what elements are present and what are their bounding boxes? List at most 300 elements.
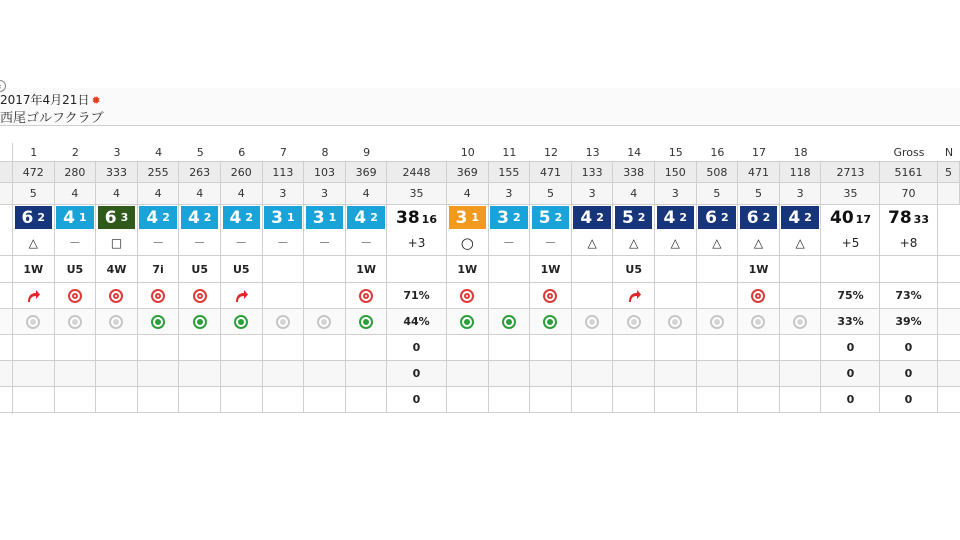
stat-cell <box>697 335 739 360</box>
hole-number: 1 <box>30 145 38 159</box>
gir-cell <box>138 309 180 334</box>
tee-club <box>655 256 697 282</box>
yardage-cell: 118 <box>780 162 822 182</box>
gir-cell <box>613 309 655 334</box>
green-in-regulation-row <box>0 309 960 335</box>
target-icon <box>109 289 123 303</box>
stat-cell <box>96 387 138 412</box>
stat-cell: 0 <box>880 387 938 412</box>
strokes: 6 <box>705 207 717 228</box>
stat-cell <box>530 361 572 386</box>
yardage-cell: 471 <box>530 162 572 182</box>
par-cell: 5 <box>13 183 55 204</box>
yardage-cell: 2713 <box>822 162 880 182</box>
score-badge <box>98 206 136 229</box>
par-cell: 4 <box>96 183 138 204</box>
score-badge <box>139 206 177 229</box>
green-miss-icon <box>276 315 290 329</box>
stat-cell: 0 <box>822 335 880 360</box>
score-cell[interactable] <box>13 205 55 230</box>
stat-cell <box>221 387 263 412</box>
gir-cell <box>304 309 346 334</box>
stat-cell <box>55 335 97 360</box>
result-mark: △ <box>572 230 614 255</box>
result-mark: △ <box>613 230 655 255</box>
tee-club: U5 <box>221 256 263 282</box>
gir-cell <box>263 309 305 334</box>
fairway-cell <box>780 283 822 308</box>
hole-number <box>387 143 447 161</box>
stat-row-3 <box>0 387 960 413</box>
putts: 2 <box>804 211 812 224</box>
stat-cell: 0 <box>387 361 447 386</box>
score-cell[interactable] <box>780 205 822 230</box>
hole-number: 6 <box>238 145 246 159</box>
stat-cell <box>179 361 221 386</box>
fairway-cell <box>263 283 305 308</box>
putts: 2 <box>762 211 771 224</box>
score-badge <box>181 206 219 229</box>
target-icon <box>359 289 373 303</box>
hole-number <box>822 143 880 161</box>
putts: 2 <box>554 211 563 224</box>
score-cell[interactable] <box>613 205 655 230</box>
strokes: 6 <box>104 207 117 228</box>
score-cell[interactable] <box>263 205 305 230</box>
gir-cell <box>346 309 388 334</box>
club-row <box>0 256 960 283</box>
par-cell: 4 <box>221 183 263 204</box>
yardage-cell: 5 <box>938 162 960 182</box>
stat-cell <box>780 387 822 412</box>
result-mark: △ <box>780 230 822 255</box>
stat-cell <box>447 361 489 386</box>
tee-club <box>489 256 531 282</box>
hole-number: 4 <box>155 145 163 159</box>
gir-cell <box>655 309 697 334</box>
par-cell: 3 <box>572 183 614 204</box>
stat-cell <box>572 335 614 360</box>
green-miss-icon <box>317 315 331 329</box>
stat-cell <box>613 387 655 412</box>
par-cell: 35 <box>822 183 880 204</box>
strokes: 4 <box>354 207 367 228</box>
green-hit-icon <box>234 315 248 329</box>
stat-cell: 0 <box>880 335 938 360</box>
gir-cell <box>697 309 739 334</box>
stat-cell <box>346 387 388 412</box>
strokes: 40 <box>830 207 854 228</box>
hole-number: 9 <box>363 145 371 159</box>
result-mark: － <box>346 230 388 255</box>
stat-cell <box>304 387 346 412</box>
yardage-cell: 338 <box>613 162 655 182</box>
stat-row-1 <box>0 335 960 361</box>
score-cell[interactable] <box>697 205 739 230</box>
stat-cell <box>13 335 55 360</box>
result-mark: － <box>263 230 305 255</box>
stat-cell <box>738 335 780 360</box>
green-miss-icon <box>26 315 40 329</box>
gir-cell <box>96 309 138 334</box>
score-badge <box>15 206 53 229</box>
score-cell[interactable] <box>346 205 388 230</box>
target-icon <box>193 289 207 303</box>
yardage-cell: 260 <box>221 162 263 182</box>
tee-club <box>304 256 346 282</box>
putts: 2 <box>512 211 521 224</box>
tee-club: 4W <box>96 256 138 282</box>
yardage-cell: 369 <box>346 162 388 182</box>
par-cell: 4 <box>55 183 97 204</box>
result-mark: － <box>489 230 531 255</box>
target-icon <box>751 289 765 303</box>
fairway-cell <box>221 283 263 308</box>
stat-cell <box>55 387 97 412</box>
tee-club: 1W <box>530 256 572 282</box>
putts: 2 <box>679 211 688 224</box>
yardage-cell: 133 <box>572 162 614 182</box>
putts: 2 <box>162 211 170 224</box>
green-miss-icon <box>585 315 599 329</box>
fairway-cell: 73% <box>880 283 938 308</box>
score-cell[interactable] <box>221 205 263 230</box>
par-cell: 4 <box>138 183 180 204</box>
green-miss-icon <box>668 315 682 329</box>
fairway-cell <box>55 283 97 308</box>
hole-number: 5 <box>196 145 204 159</box>
stat-cell <box>613 361 655 386</box>
target-icon <box>460 289 474 303</box>
stat-cell <box>138 335 180 360</box>
stat-cell <box>655 387 697 412</box>
hole-number: N <box>944 145 954 159</box>
stat-cell: 0 <box>822 387 880 412</box>
fairway-cell <box>179 283 221 308</box>
fairway-cell: 75% <box>822 283 880 308</box>
course-name: 西尾ゴルフクラブ <box>0 111 104 126</box>
hole-number: 16 <box>710 145 725 159</box>
gir-cell <box>738 309 780 334</box>
par-cell: 5 <box>530 183 572 204</box>
yardage-cell: 508 <box>697 162 739 182</box>
gir-cell <box>55 309 97 334</box>
stat-cell <box>489 335 531 360</box>
strokes: 38 <box>396 207 420 228</box>
stat-cell <box>263 361 305 386</box>
miss-right-arrow-icon <box>233 289 249 303</box>
strokes: 4 <box>63 207 75 228</box>
par-cell: 70 <box>880 183 938 204</box>
yardage-cell: 280 <box>55 162 97 182</box>
gir-cell: 44% <box>387 309 447 334</box>
score-total <box>830 208 871 228</box>
fairway-cell <box>447 283 489 308</box>
gir-cell <box>179 309 221 334</box>
target-icon <box>151 289 165 303</box>
score-badge <box>781 206 819 229</box>
strokes: 78 <box>888 207 912 228</box>
score-cell[interactable] <box>55 205 97 230</box>
tee-club: U5 <box>179 256 221 282</box>
par-cell: 5 <box>738 183 780 204</box>
green-miss-icon <box>751 315 765 329</box>
par-cell: 4 <box>346 183 388 204</box>
score-total <box>888 208 929 228</box>
fairway-cell <box>304 283 346 308</box>
fairway-cell <box>346 283 388 308</box>
fairway-cell: 71% <box>387 283 447 308</box>
strokes: 4 <box>146 207 159 228</box>
stat-cell <box>304 335 346 360</box>
result-mark: △ <box>738 230 780 255</box>
strokes: 5 <box>621 207 634 228</box>
gir-cell: 39% <box>880 309 938 334</box>
stat-cell <box>138 361 180 386</box>
green-hit-icon <box>543 315 557 329</box>
stat-cell <box>447 387 489 412</box>
round-header <box>0 88 960 126</box>
score-cell[interactable] <box>880 205 938 230</box>
hole-number: 18 <box>793 145 808 159</box>
score-badge <box>698 206 736 229</box>
par-cell: 4 <box>613 183 655 204</box>
stat-cell <box>738 387 780 412</box>
stat-cell <box>530 335 572 360</box>
tee-club <box>780 256 822 282</box>
putts: 2 <box>203 211 212 224</box>
gir-cell <box>489 309 531 334</box>
green-miss-icon <box>109 315 123 329</box>
strokes: 6 <box>746 207 759 228</box>
tee-club <box>822 256 880 282</box>
score-badge <box>347 206 385 229</box>
strokes: 4 <box>788 207 801 228</box>
green-miss-icon <box>710 315 724 329</box>
stat-cell <box>738 361 780 386</box>
score-badge <box>56 206 94 229</box>
result-mark: ○ <box>447 230 489 255</box>
strokes: 4 <box>229 207 242 228</box>
stat-cell: 0 <box>880 361 938 386</box>
stat-cell <box>697 387 739 412</box>
stat-cell <box>780 335 822 360</box>
hole-number: 10 <box>460 145 475 159</box>
putts: 3 <box>120 211 129 224</box>
gir-cell <box>530 309 572 334</box>
strokes: 6 <box>21 207 34 228</box>
putts: 17 <box>855 212 871 226</box>
stat-cell <box>179 335 221 360</box>
stat-cell: 0 <box>387 335 447 360</box>
score-row <box>0 205 960 230</box>
yardage-cell: 369 <box>447 162 489 182</box>
yardage-cell: 155 <box>489 162 531 182</box>
par-cell: 3 <box>263 183 305 204</box>
stat-cell <box>179 387 221 412</box>
yardage-cell: 2448 <box>387 162 447 182</box>
par-cell: 35 <box>387 183 447 204</box>
hole-number-row <box>0 143 960 161</box>
score-cell[interactable] <box>138 205 180 230</box>
par-cell: 4 <box>179 183 221 204</box>
tee-club: 7i <box>138 256 180 282</box>
result-mark: △ <box>697 230 739 255</box>
strokes: 3 <box>271 207 283 228</box>
gir-cell <box>447 309 489 334</box>
result-mark: +5 <box>822 230 880 255</box>
par-cell: 5 <box>697 183 739 204</box>
hole-number: 14 <box>627 145 642 159</box>
par-cell <box>938 183 960 204</box>
score-badge <box>740 206 778 229</box>
miss-right-arrow-icon <box>25 289 41 303</box>
result-mark: － <box>530 230 572 255</box>
result-mark: － <box>138 230 180 255</box>
tee-club: 1W <box>346 256 388 282</box>
hole-number: 13 <box>585 145 600 159</box>
stat-cell <box>55 361 97 386</box>
tee-club: 1W <box>738 256 780 282</box>
tee-club: U5 <box>613 256 655 282</box>
fairway-cell <box>138 283 180 308</box>
stat-cell <box>697 361 739 386</box>
green-hit-icon <box>151 315 165 329</box>
score-total <box>396 208 437 228</box>
stat-cell <box>221 335 263 360</box>
result-mark: +8 <box>880 230 938 255</box>
gir-cell: 33% <box>822 309 880 334</box>
tee-club: 1W <box>447 256 489 282</box>
stat-cell <box>96 335 138 360</box>
score-cell[interactable] <box>530 205 572 230</box>
score-badge <box>490 206 528 229</box>
stat-cell <box>780 361 822 386</box>
stat-cell <box>655 361 697 386</box>
score-cell[interactable] <box>822 205 880 230</box>
fairway-cell <box>613 283 655 308</box>
fairway-row <box>0 283 960 309</box>
score-badge <box>449 206 487 229</box>
tee-club <box>697 256 739 282</box>
hole-number: 2 <box>71 145 79 159</box>
putts: 2 <box>637 211 646 224</box>
par-cell: 3 <box>780 183 822 204</box>
result-mark: +3 <box>387 230 447 255</box>
score-cell[interactable] <box>655 205 697 230</box>
strokes: 3 <box>312 207 325 228</box>
score-cell[interactable] <box>738 205 780 230</box>
strokes: 4 <box>663 207 676 228</box>
score-badge <box>657 206 695 229</box>
gir-cell <box>13 309 55 334</box>
yardage-cell: 471 <box>738 162 780 182</box>
score-cell[interactable] <box>489 205 531 230</box>
stat-cell <box>572 387 614 412</box>
green-hit-icon <box>193 315 207 329</box>
score-cell[interactable] <box>447 205 489 230</box>
stat-cell <box>304 361 346 386</box>
round-date <box>0 91 101 108</box>
yardage-cell: 263 <box>179 162 221 182</box>
yardage-cell: 472 <box>13 162 55 182</box>
tee-club <box>572 256 614 282</box>
hole-number: 3 <box>113 145 121 159</box>
strokes: 4 <box>187 207 200 228</box>
putts: 2 <box>370 211 378 224</box>
score-cell[interactable] <box>304 205 346 230</box>
par-cell: 3 <box>489 183 531 204</box>
strokes: 4 <box>580 207 593 228</box>
score-badge <box>306 206 344 229</box>
stat-cell <box>489 387 531 412</box>
strokes: 3 <box>455 207 468 228</box>
putts: 33 <box>913 212 929 226</box>
score-cell[interactable] <box>96 205 138 230</box>
fairway-cell <box>738 283 780 308</box>
miss-right-arrow-icon <box>626 289 642 303</box>
green-hit-icon <box>359 315 373 329</box>
result-mark: △ <box>13 230 55 255</box>
score-cell[interactable] <box>572 205 614 230</box>
result-mark: － <box>221 230 263 255</box>
score-badge <box>615 206 653 229</box>
score-badge <box>573 206 611 229</box>
tee-club <box>387 256 447 282</box>
tee-club: 1W <box>13 256 55 282</box>
result-mark: － <box>55 230 97 255</box>
score-cell[interactable] <box>179 205 221 230</box>
putts: 1 <box>328 211 337 224</box>
par-row <box>0 183 960 205</box>
yardage-cell: 150 <box>655 162 697 182</box>
target-icon <box>68 289 82 303</box>
green-miss-icon <box>793 315 807 329</box>
fairway-cell <box>530 283 572 308</box>
green-miss-icon <box>68 315 82 329</box>
stat-cell <box>263 387 305 412</box>
stat-cell <box>655 335 697 360</box>
green-hit-icon <box>460 315 474 329</box>
stat-row-2 <box>0 361 960 387</box>
gir-cell <box>780 309 822 334</box>
strokes: 3 <box>497 207 509 228</box>
putts: 16 <box>421 212 437 226</box>
yardage-cell: 113 <box>263 162 305 182</box>
grid-left-border <box>12 143 13 414</box>
tee-club <box>263 256 305 282</box>
hole-number: 12 <box>543 145 558 159</box>
result-mark: － <box>304 230 346 255</box>
score-badge <box>264 206 302 229</box>
result-mark: □ <box>96 230 138 255</box>
hole-number: 17 <box>751 145 766 159</box>
score-cell[interactable] <box>387 205 447 230</box>
stat-cell <box>138 387 180 412</box>
fairway-cell <box>96 283 138 308</box>
stat-cell <box>13 387 55 412</box>
score-badge <box>532 206 570 229</box>
stat-cell <box>221 361 263 386</box>
stat-cell: 0 <box>387 387 447 412</box>
hole-number: Gross <box>893 145 925 159</box>
result-mark: － <box>179 230 221 255</box>
result-mark-row <box>0 230 960 256</box>
putts: 2 <box>596 211 604 224</box>
hole-number: 11 <box>502 145 517 159</box>
stat-cell <box>572 361 614 386</box>
fairway-cell <box>572 283 614 308</box>
